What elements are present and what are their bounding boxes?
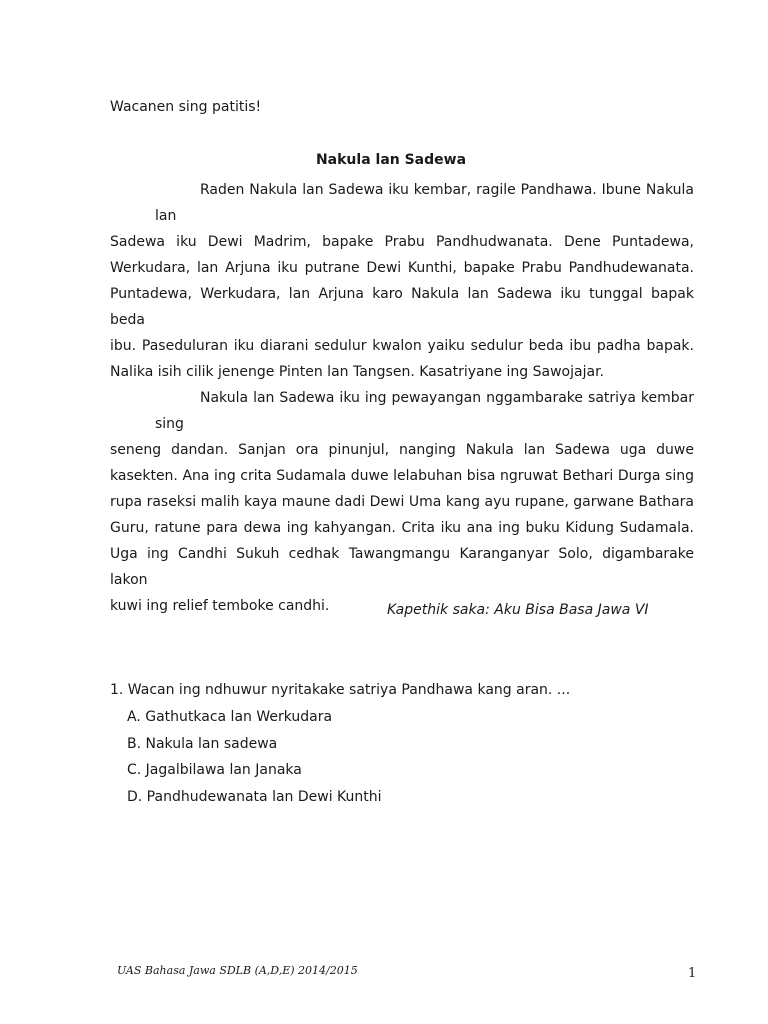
source-citation: Kapethik saka: Aku Bisa Basa Jawa VI: [387, 602, 649, 618]
passage-line: kasekten. Ana ing crita Sudamala duwe lelabuhan bisa ngruwat Bethari Durga sing: [110, 468, 694, 484]
passage-paragraph-2: [110, 385, 694, 619]
answer-option-d: D. Pandhudewanata lan Dewi Kunthi: [127, 788, 382, 805]
footer-exam-label: UAS Bahasa Jawa SDLB (A,D,E) 2014/2015: [117, 964, 358, 977]
passage-line: Nalika isih cilik jenenge Pinten lan Tangsen. Kasatriyane ing Sawojajar.: [110, 364, 604, 380]
passage-body: [110, 177, 694, 619]
instruction-text: Wacanen sing patitis!: [110, 99, 262, 115]
answer-option-b: B. Nakula lan sadewa: [127, 735, 278, 752]
answer-option-c: C. Jagalbilawa lan Janaka: [127, 762, 302, 778]
passage-line: Nakula lan Sadewa iku ing pewayangan nggambarake satriya kembar sing: [155, 390, 694, 432]
passage-line: Werkudara, lan Arjuna iku putrane Dewi Kunthi, bapake Prabu Pandhudewanata.: [110, 260, 694, 276]
passage-line: Guru, ratune para dewa ing kahyangan. Crita iku ana ing buku Kidung Sudamala.: [110, 520, 694, 536]
passage-paragraph-1: [110, 177, 694, 385]
passage-line: rupa raseksi malih kaya maune dadi Dewi Uma kang ayu rupane, garwane Bathara: [110, 494, 694, 510]
answer-options: [127, 708, 382, 814]
page-number: 1: [688, 966, 697, 981]
passage-line: Uga ing Candhi Sukuh cedhak Tawangmangu Karanganyar Solo, digambarake lakon: [110, 546, 694, 588]
question-text: 1. Wacan ing ndhuwur nyritakake satriya Pandhawa kang aran. ...: [110, 682, 571, 698]
passage-line: ibu. Paseduluran iku diarani sedulur kwalon yaiku sedulur beda ibu padha bapak.: [110, 338, 694, 354]
passage-line: Sadewa iku Dewi Madrim, bapake Prabu Pandhudwanata. Dene Puntadewa,: [110, 234, 694, 250]
passage-line: kuwi ing relief temboke candhi.: [110, 598, 330, 614]
passage-line: Raden Nakula lan Sadewa iku kembar, ragile Pandhawa. Ibune Nakula lan: [155, 182, 694, 224]
answer-option-a: A. Gathutkaca lan Werkudara: [127, 709, 333, 725]
passage-line: Puntadewa, Werkudara, lan Arjuna karo Nakula lan Sadewa iku tunggal bapak beda: [110, 286, 694, 328]
passage-title: Nakula lan Sadewa: [315, 152, 467, 168]
passage-line: seneng dandan. Sanjan ora pinunjul, nanging Nakula lan Sadewa uga duwe: [110, 442, 694, 458]
